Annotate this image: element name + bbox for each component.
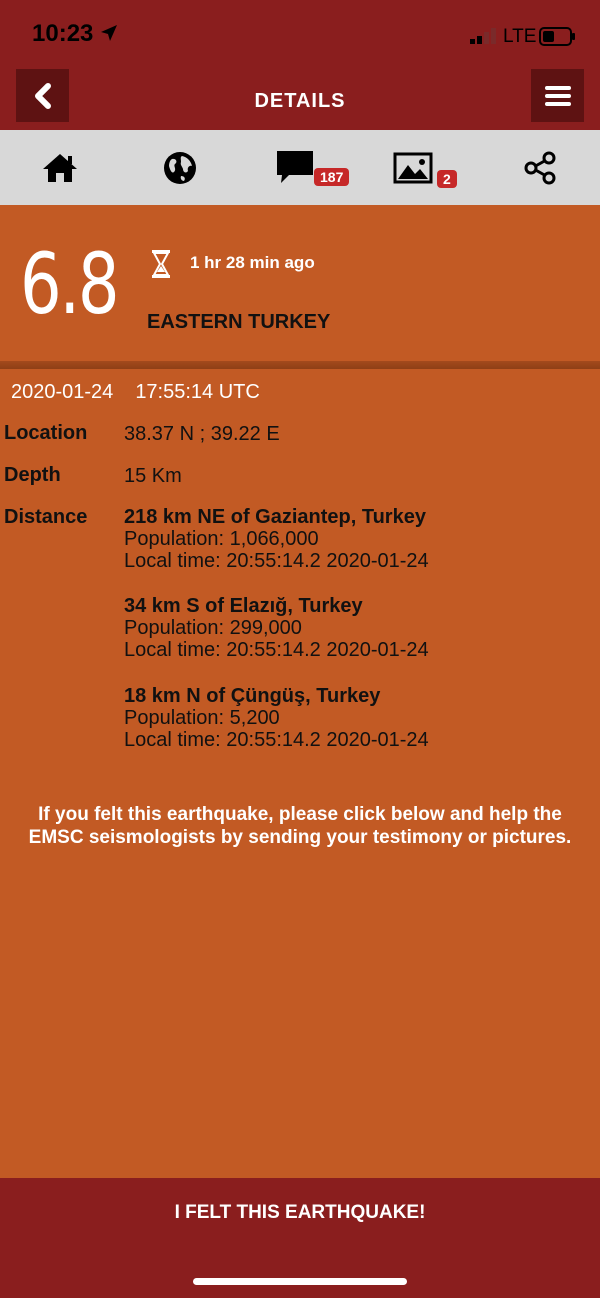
pictures-count-badge: 2 bbox=[437, 170, 457, 188]
quake-summary bbox=[0, 205, 600, 363]
distance-place: 218 km NE of Gaziantep, Turkey bbox=[124, 506, 426, 528]
home-indicator[interactable] bbox=[193, 1278, 407, 1285]
felt-earthquake-button[interactable] bbox=[0, 1178, 600, 1298]
help-message-line: EMSC seismologists by sending your testimony or pictures. bbox=[28, 827, 572, 848]
region-name: EASTERN TURKEY bbox=[147, 311, 331, 333]
network-type: LTE bbox=[503, 26, 537, 47]
app-header bbox=[0, 64, 600, 130]
help-message-line: If you felt this earthquake, please click below and help the bbox=[38, 804, 562, 825]
magnitude-value: 6.8 bbox=[20, 235, 118, 333]
hourglass-icon bbox=[151, 249, 171, 279]
location-label: Location bbox=[4, 422, 88, 444]
depth-label: Depth bbox=[4, 464, 61, 486]
distance-place: 34 km S of Elazığ, Turkey bbox=[124, 595, 363, 617]
event-time-utc: 17:55:14 UTC bbox=[135, 381, 260, 403]
page-title: DETAILS bbox=[254, 90, 346, 112]
tab-home[interactable] bbox=[15, 130, 105, 205]
tab-toolbar bbox=[0, 130, 600, 205]
distance-item bbox=[124, 506, 429, 572]
signal-icon bbox=[470, 28, 500, 44]
depth-value: 15 Km bbox=[124, 465, 182, 487]
distance-item bbox=[124, 685, 429, 751]
tab-comments[interactable] bbox=[255, 130, 345, 205]
tab-pictures[interactable] bbox=[375, 130, 465, 205]
comment-icon bbox=[275, 149, 315, 187]
distance-local-time: Local time: 20:55:14.2 2020-01-24 bbox=[124, 639, 429, 661]
tab-share[interactable] bbox=[495, 130, 585, 205]
distance-place: 18 km N of Çüngüş, Turkey bbox=[124, 685, 381, 707]
distance-item bbox=[124, 595, 429, 661]
help-message bbox=[0, 803, 600, 849]
globe-icon bbox=[162, 150, 198, 186]
hamburger-icon bbox=[545, 85, 571, 107]
felt-earthquake-label: I FELT THIS EARTHQUAKE! bbox=[174, 1202, 426, 1223]
tab-map[interactable] bbox=[135, 130, 225, 205]
distance-population: Population: 5,200 bbox=[124, 707, 280, 729]
distance-local-time: Local time: 20:55:14.2 2020-01-24 bbox=[124, 550, 429, 572]
location-value: 38.37 N ; 39.22 E bbox=[124, 423, 280, 445]
distance-label: Distance bbox=[4, 506, 88, 528]
location-arrow-icon bbox=[100, 24, 118, 42]
distance-local-time: Local time: 20:55:14.2 2020-01-24 bbox=[124, 729, 429, 751]
event-datetime bbox=[11, 381, 260, 404]
home-icon bbox=[41, 152, 79, 184]
status-time: 10:23 bbox=[32, 20, 94, 47]
event-date: 2020-01-24 bbox=[11, 381, 114, 403]
status-bar bbox=[0, 0, 600, 64]
share-icon bbox=[523, 151, 557, 185]
distance-population: Population: 299,000 bbox=[124, 617, 302, 639]
section-divider bbox=[0, 361, 600, 369]
battery-icon bbox=[539, 27, 576, 46]
time-ago: 1 hr 28 min ago bbox=[190, 253, 315, 272]
menu-button[interactable] bbox=[531, 69, 584, 122]
comments-count-badge: 187 bbox=[314, 168, 349, 186]
image-icon bbox=[393, 152, 433, 184]
distance-population: Population: 1,066,000 bbox=[124, 528, 319, 550]
